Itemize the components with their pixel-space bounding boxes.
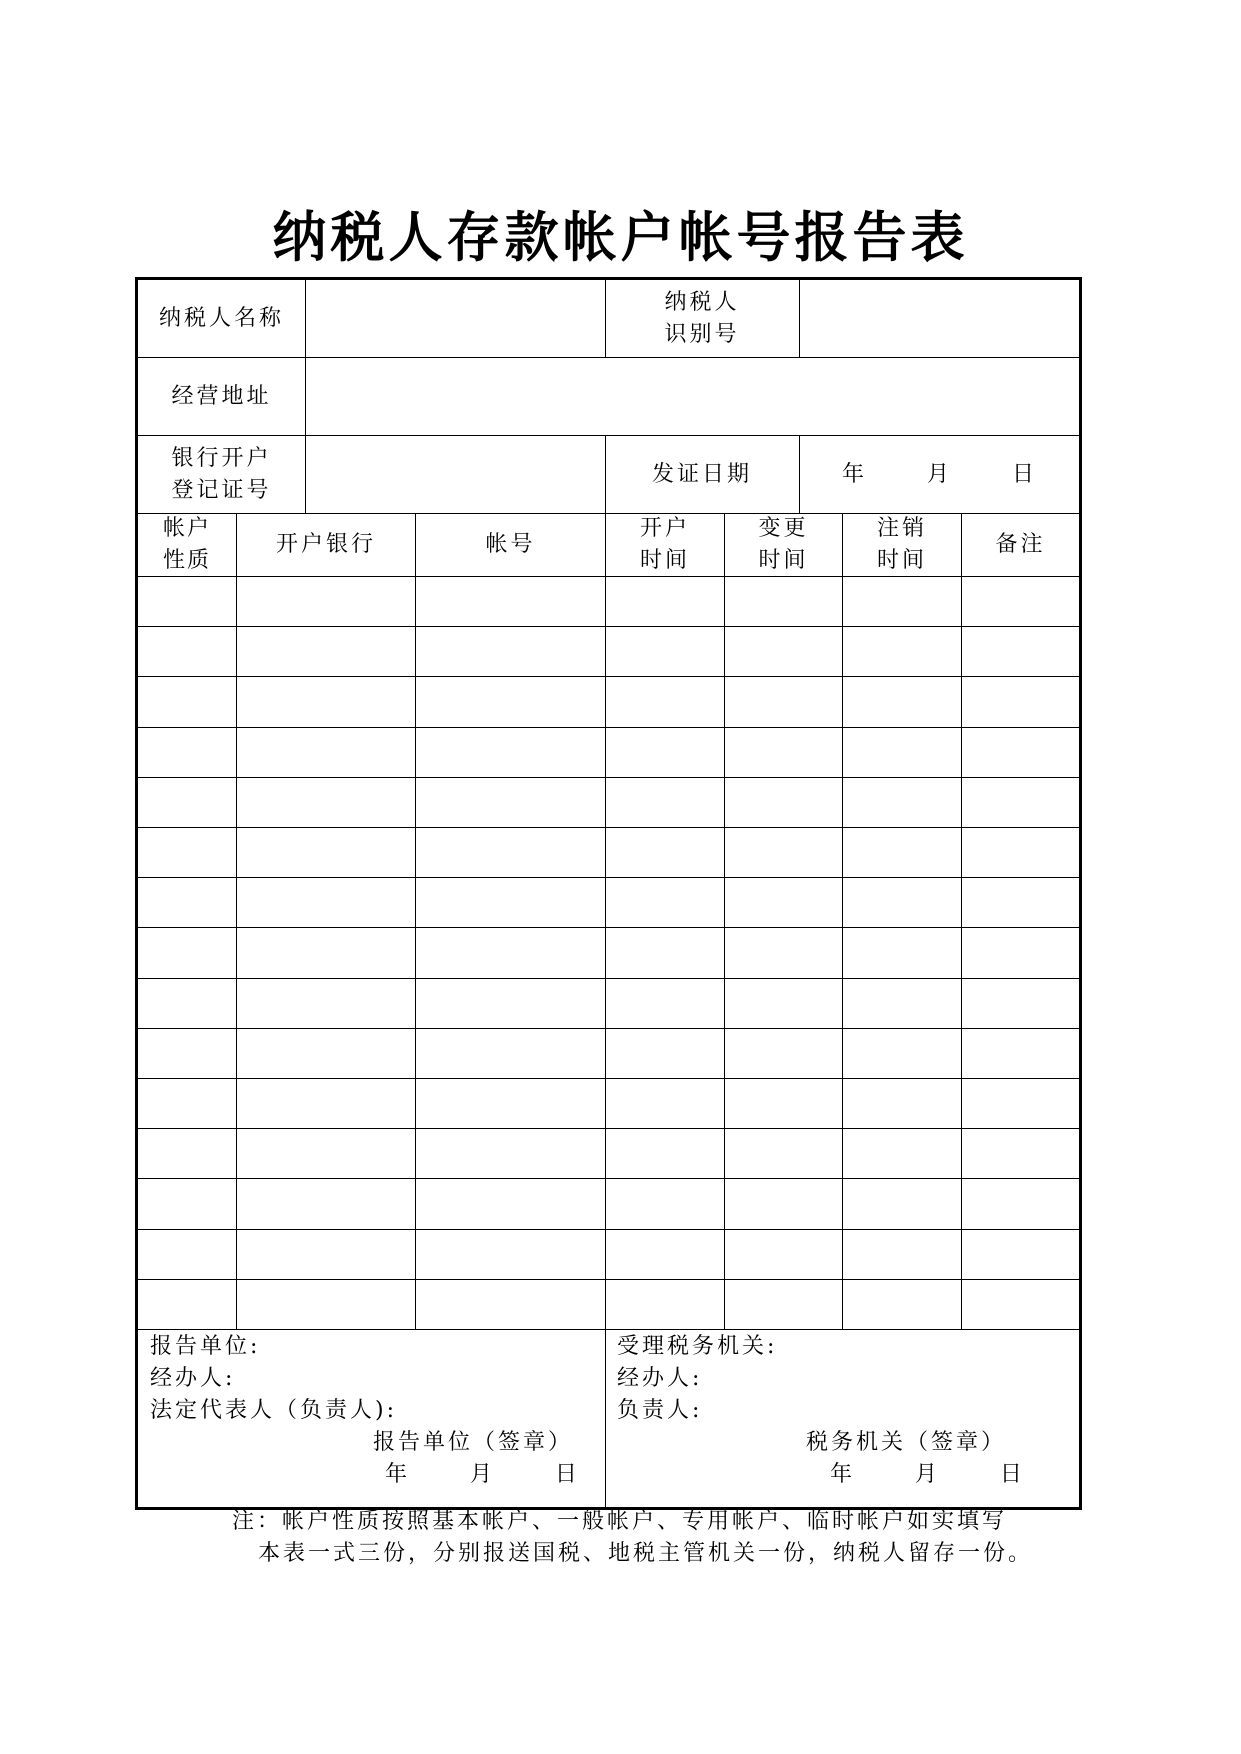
address-label: 经营地址 <box>171 383 272 409</box>
table-row-divider <box>138 1178 1079 1179</box>
taxpayer-id-field[interactable] <box>800 280 1079 357</box>
col-divider <box>605 513 606 1329</box>
form-title: 纳税人存款帐户帐号报告表 <box>272 206 969 269</box>
taxpayer-name-label: 纳税人名称 <box>158 305 284 331</box>
table-row-divider <box>138 727 1079 728</box>
report-form <box>135 277 1082 1510</box>
col-divider <box>961 513 962 1329</box>
tax-responsible-label: 负责人: <box>617 1398 703 1423</box>
header-open-date: 开户 时间 <box>639 516 690 573</box>
table-row-divider <box>138 978 1079 979</box>
header-account-number: 帐号 <box>485 532 536 557</box>
note-line-1: 注：帐户性质按照基本帐户、一般帐户、专用帐户、临时帐户如实填写 <box>232 1509 1008 1534</box>
address-field[interactable] <box>306 358 1079 435</box>
header-close-date: 注销 时间 <box>876 516 927 573</box>
col-divider <box>842 513 843 1329</box>
table-row-divider <box>138 927 1079 928</box>
table-row-divider <box>138 1128 1079 1129</box>
table-row-divider <box>138 1279 1079 1280</box>
header-divider <box>138 576 1079 577</box>
taxpayer-id-label: 纳税人 识别号 <box>664 289 740 347</box>
bank-reg-field[interactable] <box>306 436 605 513</box>
table-row-divider <box>138 877 1079 878</box>
table-row-divider <box>138 676 1079 677</box>
legal-rep-label: 法定代表人（负责人): <box>150 1398 397 1423</box>
taxpayer-name-field[interactable] <box>306 280 605 357</box>
issue-date-field[interactable]: 年 月 日 <box>842 461 1037 487</box>
bank-reg-label: 银行开户 登记证号 <box>171 445 272 503</box>
tax-date-label: 年 月 日 <box>830 1462 1025 1487</box>
tax-handler-label: 经办人: <box>617 1366 703 1391</box>
header-remarks: 备注 <box>995 532 1046 557</box>
header-account-type: 帐户 性质 <box>162 516 211 573</box>
note-line-2: 本表一式三份，分别报送国税、地税主管机关一份，纳税人留存一份。 <box>258 1541 1034 1566</box>
table-row-divider <box>138 827 1079 828</box>
report-date-label: 年 月 日 <box>385 1462 580 1487</box>
issue-date-label: 发证日期 <box>651 461 752 487</box>
header-bank: 开户银行 <box>275 532 376 557</box>
table-row-divider <box>138 1028 1079 1029</box>
footer-divider <box>138 1329 1079 1330</box>
col-divider <box>415 513 416 1329</box>
table-row-divider <box>138 1229 1079 1230</box>
tax-authority-seal-label: 税务机关（签章） <box>806 1430 1007 1455</box>
col-divider <box>236 513 237 1329</box>
col-divider <box>605 1329 606 1507</box>
tax-authority-label: 受理税务机关: <box>617 1334 778 1359</box>
table-row-divider <box>138 1078 1079 1079</box>
col-divider <box>724 513 725 1329</box>
header-change-date: 变更 时间 <box>758 516 809 573</box>
handler-label: 经办人: <box>150 1366 236 1391</box>
table-row-divider <box>138 626 1079 627</box>
report-unit-label: 报告单位: <box>150 1334 261 1359</box>
report-unit-seal-label: 报告单位（签章） <box>373 1430 574 1455</box>
table-row-divider <box>138 777 1079 778</box>
